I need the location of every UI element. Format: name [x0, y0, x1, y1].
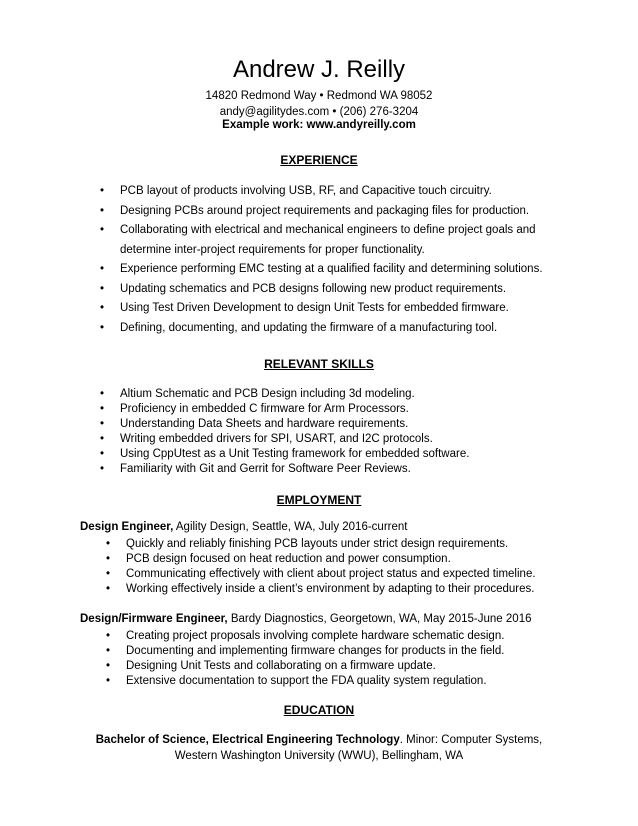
degree-line [0, 732, 638, 748]
list-item: • Using Test Driven Development to design Unit Tests for embedded firmware. [100, 299, 543, 319]
candidate-name: Andrew J. Reilly [232, 56, 406, 83]
list-item: • Designing PCBs around project requirements and packaging files for production. [100, 202, 543, 222]
employment-heading: EMPLOYMENT [276, 493, 362, 507]
bullet-icon: • [100, 204, 105, 217]
list-item: • Documenting and implementing firmware changes for products in the field. [106, 645, 505, 657]
bullet-icon: • [106, 568, 111, 580]
bullet-icon: • [100, 403, 105, 415]
job-details: Agility Design, Seattle, WA, July 2016-current [173, 521, 408, 533]
experience-list [100, 182, 543, 338]
list-item: • PCB design focused on heat reduction and power consumption. [106, 553, 451, 565]
skills-heading: RELEVANT SKILLS [264, 357, 374, 371]
list-item-continuation: determine inter-project requirements for proper functionality. [120, 243, 425, 256]
list-item: • PCB layout of products involving USB, RF, and Capacitive touch circuitry. [100, 182, 543, 202]
degree: Bachelor of Science, Electrical Engineering Technology [95, 734, 400, 746]
bullet-icon: • [106, 675, 111, 687]
bullet-icon: • [100, 282, 105, 295]
list-item: • Experience performing EMC testing at a qualified facility and determining solutions. [100, 260, 543, 280]
bullet-icon: • [100, 263, 105, 275]
list-item: • Quickly and reliably finishing PCB layouts under strict design requirements. [106, 538, 509, 550]
list-item: • Understanding Data Sheets and hardware requirements. [100, 418, 409, 430]
list-item: • Altium Schematic and PCB Design including 3d modeling. [100, 388, 415, 400]
list-item: • Using CppUtest as a Unit Testing framework for embedded software. [100, 448, 470, 460]
bullet-icon: • [106, 645, 111, 657]
bullet-icon: • [100, 321, 105, 334]
list-item: • Updating schematics and PCB designs following new product requirements. [100, 280, 543, 300]
list-item: • Collaborating with electrical and mechanical engineers to define project goals and [100, 221, 543, 241]
list-item: • Defining, documenting, and updating the firmware of a manufacturing tool. [100, 319, 543, 339]
school-line: Western Washington University (WWU), Bellingham, WA [174, 750, 464, 762]
bullet-icon: • [106, 630, 111, 642]
education-heading: EDUCATION [283, 703, 355, 717]
bullet-icon: • [100, 418, 105, 430]
bullet-icon: • [100, 388, 105, 400]
bullet-icon: • [100, 433, 105, 445]
list-item: • Working effectively inside a client’s environment by adapting to their procedures. [106, 583, 535, 595]
bullet-icon: • [100, 448, 105, 460]
list-item: • Familiarity with Git and Gerrit for Software Peer Reviews. [100, 463, 411, 475]
email-phone-line: andy@agilitydes.com • (206) 276-3204 [219, 106, 419, 118]
job-title: Design/Firmware Engineer, [80, 613, 228, 625]
minor: . Minor: Computer Systems, [399, 734, 543, 746]
bullet-icon: • [106, 553, 111, 565]
skills-list [100, 387, 469, 477]
job-duties-list [106, 629, 504, 689]
job-details: Bardy Diagnostics, Georgetown, WA, May 2015-June 2016 [227, 613, 532, 625]
bullet-icon: • [106, 583, 111, 595]
bullet-icon: • [106, 660, 111, 672]
job-duties-list [106, 537, 536, 597]
bullet-icon: • [106, 538, 111, 550]
bullet-icon: • [100, 224, 105, 236]
job-title: Design Engineer, [80, 521, 174, 533]
example-work-line: Example work: www.andyreilly.com [222, 119, 416, 131]
list-item: • Proficiency in embedded C firmware for Arm Processors. [100, 403, 409, 415]
job-title-line [80, 613, 531, 625]
list-item: • Communicating effectively with client about project status and expected timeline. [106, 568, 536, 580]
bullet-icon: • [100, 185, 105, 197]
bullet-icon: • [100, 302, 105, 314]
list-item: • Extensive documentation to support the FDA quality system regulation. [106, 675, 487, 687]
list-item: • Writing embedded drivers for SPI, USART, and I2C protocols. [100, 433, 433, 445]
experience-heading: EXPERIENCE [280, 153, 358, 167]
list-item: • Creating project proposals involving complete hardware schematic design. [106, 630, 505, 642]
job-title-line [80, 521, 407, 533]
address-line: 14820 Redmond Way • Redmond WA 98052 [205, 90, 433, 102]
list-item: • Designing Unit Tests and collaborating on a firmware update. [106, 660, 436, 672]
bullet-icon: • [100, 463, 105, 475]
